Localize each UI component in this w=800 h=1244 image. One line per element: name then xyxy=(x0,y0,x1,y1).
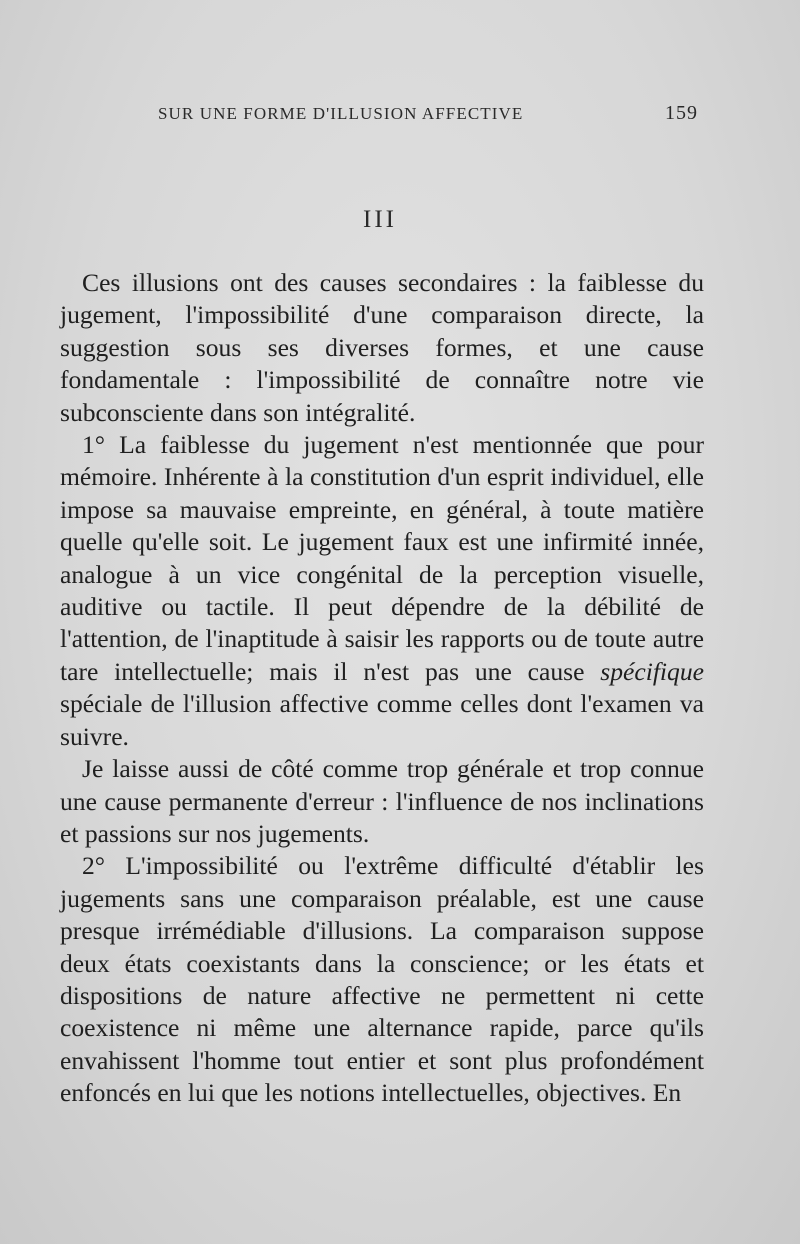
section-heading: III xyxy=(363,206,397,233)
running-head xyxy=(158,104,698,128)
paragraph xyxy=(60,429,704,753)
italic-word: spécifique xyxy=(600,656,704,686)
body-text xyxy=(60,267,704,1110)
paragraph-text: 1° La faiblesse du jugement n'est mentionnée que pour mémoire. Inhérente à la constitution d'un esprit individuel, elle impose sa mauvaise empreinte, en général, à toute matière quelle qu'elle soit. Le jugement faux est une infirmité innée, analogue à un vice congénital de la perception visuelle, auditive ou tactile. Il peut dépendre de la débilité de l'attention, de l'inaptitude à saisir les rapports ou de toute autre tare intellectuelle; mais il n'est pas une cause xyxy=(60,430,704,686)
page-number: 159 xyxy=(665,102,698,124)
running-head-title: SUR UNE FORME D'ILLUSION AFFECTIVE xyxy=(158,104,524,123)
paragraph-text-tail: spéciale de l'illusion affective comme celles dont l'examen va suivre. xyxy=(60,689,704,751)
paragraph: Je laisse aussi de côté comme trop générale et trop connue une cause permanente d'erreur : l'influence de nos inclinations et passions sur nos jugements. xyxy=(60,754,704,848)
paragraph: Ces illusions ont des causes secondaires : la faiblesse du jugement, l'impossibilité d'une comparaison directe, la suggestion sous ses diverses formes, et une cause fondamentale : l'impossibilité de connaître notre vie subconsciente dans son intégralité. xyxy=(60,268,704,427)
paragraph: 2° L'impossibilité ou l'extrême difficulté d'établir les jugements sans une comparaison préalable, est une cause presque irrémédiable d'illusions. La comparaison suppose deux états coexistants dans la conscience; or les états et dispositions de nature affective ne permettent ni cette coexistence ni même une alternance rapide, parce qu'ils envahissent l'homme tout entier et sont plus profondément enfoncés en lui que les notions intellectuelles, objectives. En xyxy=(60,851,704,1108)
